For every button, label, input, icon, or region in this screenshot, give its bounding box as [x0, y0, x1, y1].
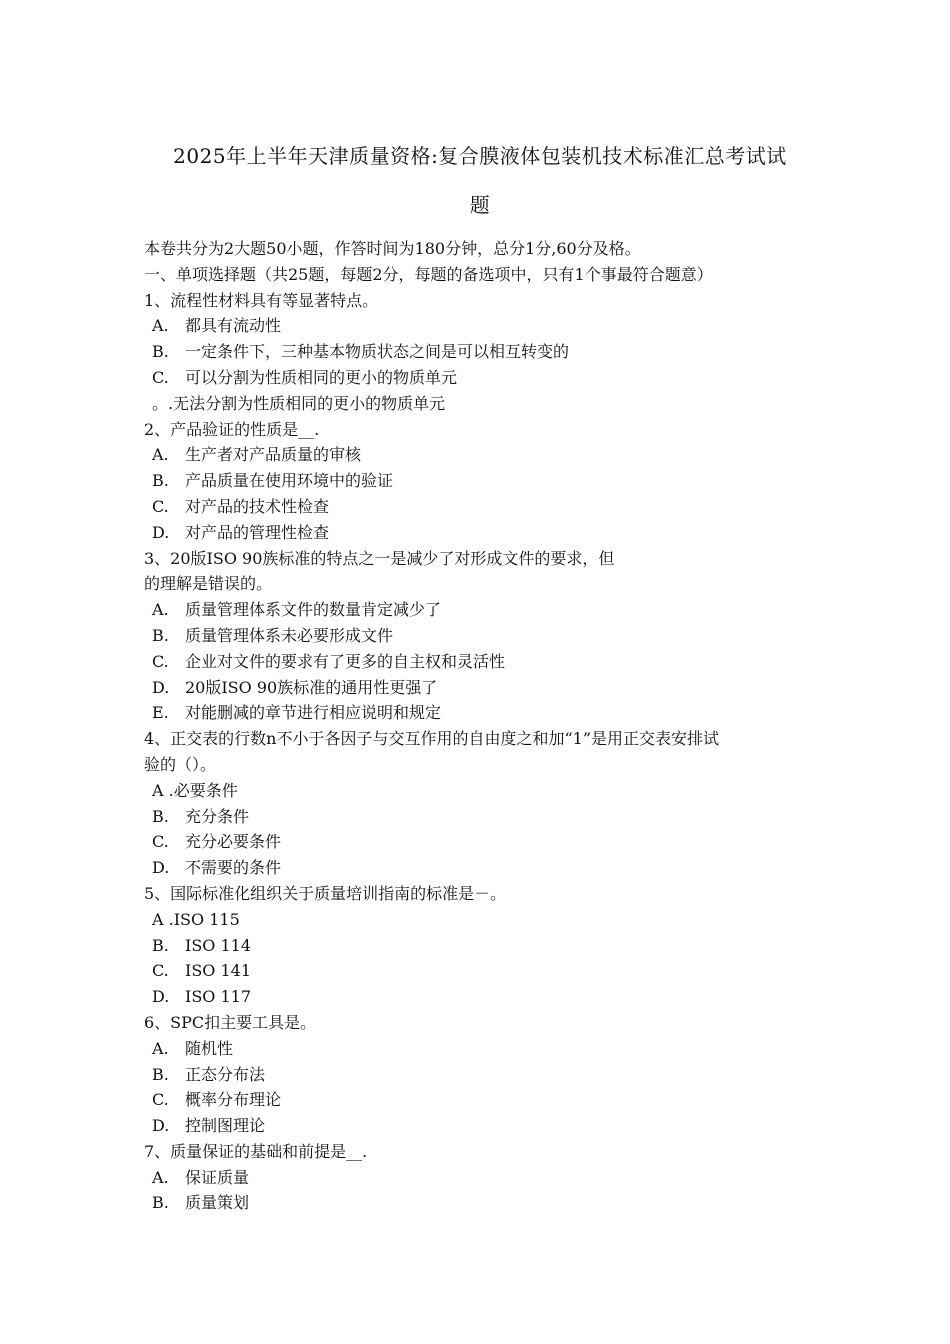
answer-option — [144, 855, 834, 881]
answer-option — [144, 829, 834, 855]
option-letter: C. — [152, 832, 169, 852]
option-letter: A. — [152, 316, 169, 336]
question-stem: 7、质量保证的基础和前提是__. — [144, 1141, 368, 1161]
answer-option — [144, 520, 834, 546]
option-text: 质量策划 — [185, 1193, 250, 1213]
answer-option — [144, 1165, 834, 1191]
option-letter: A. — [152, 1038, 169, 1058]
option-letter: C. — [152, 651, 169, 671]
option-letter: A. — [152, 1167, 169, 1187]
option-text: A .ISO 115 — [152, 909, 240, 929]
option-text: 对产品的技术性检查 — [185, 496, 330, 516]
answer-option — [144, 933, 834, 959]
question-stem: 6、SPC扣主要工具是。 — [144, 1012, 317, 1032]
answer-option — [144, 623, 834, 649]
option-letter: B. — [152, 935, 169, 955]
option-text: 充分条件 — [185, 806, 250, 826]
answer-option — [144, 1190, 834, 1216]
option-letter: B. — [152, 806, 169, 826]
section-heading: 一、单项选择题（共25题，每题2分，每题的备选项中，只有1个事最符合题意） — [144, 264, 713, 284]
option-text: 不需要的条件 — [185, 858, 282, 878]
option-letter: A. — [152, 600, 169, 620]
answer-option — [144, 494, 834, 520]
option-text: 企业对文件的要求有了更多的自主权和灵活性 — [185, 651, 506, 671]
option-text: ISO 141 — [185, 961, 252, 981]
option-letter: B. — [152, 1064, 169, 1084]
option-letter: B. — [152, 625, 169, 645]
option-text: A .必要条件 — [152, 780, 238, 800]
option-letter: A. — [152, 445, 169, 465]
option-text: 产品质量在使用环境中的验证 — [185, 471, 394, 491]
option-text: 都具有流动性 — [185, 316, 282, 336]
document-body — [144, 236, 834, 1216]
option-text: 。.无法分割为性质相同的更小的物质单元 — [152, 393, 446, 413]
option-letter: C. — [152, 496, 169, 516]
option-letter: E. — [152, 703, 169, 723]
document-title: 2025年上半年天津质量资格:复合膜液体包装机技术标准汇总考试试 — [173, 144, 787, 168]
answer-option — [144, 365, 834, 391]
option-letter: B. — [152, 471, 169, 491]
answer-option — [144, 804, 834, 830]
answer-option — [144, 700, 834, 726]
exam-intro: 本卷共分为2大题50小题，作答时间为180分钟，总分1分,60分及格。 — [144, 239, 641, 258]
option-letter: D. — [152, 522, 170, 542]
document-title-continued: 题 — [469, 193, 491, 217]
option-text: 生产者对产品质量的审核 — [185, 445, 362, 465]
answer-option — [144, 1036, 834, 1062]
option-letter: D. — [152, 1116, 170, 1136]
answer-option — [144, 339, 834, 365]
option-text: 质量管理体系文件的数量肯定减少了 — [185, 600, 442, 620]
answer-option — [144, 778, 834, 804]
option-text: 对能删减的章节进行相应说明和规定 — [185, 703, 442, 723]
answer-option — [144, 391, 834, 417]
option-text: 控制图理论 — [185, 1116, 266, 1136]
option-text: 正态分布法 — [185, 1064, 266, 1084]
answer-option — [144, 1087, 834, 1113]
option-text: ISO 117 — [185, 987, 252, 1007]
option-letter: C. — [152, 367, 169, 387]
answer-option — [144, 649, 834, 675]
option-text: 对产品的管理性检查 — [185, 522, 330, 542]
option-text: 20版ISO 90族标准的通用性更强了 — [185, 677, 438, 697]
question-stem: 5、国际标准化组织关于质量培训指南的标准是－。 — [144, 883, 507, 903]
answer-option — [144, 313, 834, 339]
option-text: 可以分割为性质相同的更小的物质单元 — [185, 367, 458, 387]
option-letter: B. — [152, 342, 169, 362]
option-text: ISO 114 — [185, 935, 252, 955]
question-stem: 3、20版ISO 90族标准的特点之一是减少了对形成文件的要求，但 — [144, 548, 615, 568]
option-letter: C. — [152, 961, 169, 981]
option-letter: D. — [152, 677, 170, 697]
option-text: 质量管理体系未必要形成文件 — [185, 625, 394, 645]
option-text: 概率分布理论 — [185, 1090, 282, 1110]
answer-option — [144, 468, 834, 494]
answer-option — [144, 675, 834, 701]
answer-option — [144, 907, 834, 933]
answer-option — [144, 958, 834, 984]
answer-option — [144, 597, 834, 623]
answer-option — [144, 1062, 834, 1088]
option-text: 充分必要条件 — [185, 832, 282, 852]
option-text: 保证质量 — [185, 1167, 250, 1187]
answer-option — [144, 442, 834, 468]
question-stem: 4、正交表的行数n不小于各因子与交互作用的自由度之和加“1”是用正交表安排试 — [144, 729, 720, 749]
question-stem: 1、流程性材料具有等显著特点。 — [144, 290, 379, 310]
question-stem: 的理解是错误的。 — [144, 574, 273, 594]
option-letter: D. — [152, 858, 170, 878]
option-text: 随机性 — [185, 1038, 234, 1058]
answer-option — [144, 1113, 834, 1139]
option-text: 一定条件下，三种基本物质状态之间是可以相互转变的 — [185, 342, 570, 362]
question-stem: 2、产品验证的性质是__. — [144, 419, 320, 439]
option-letter: D. — [152, 987, 170, 1007]
answer-option — [144, 984, 834, 1010]
option-letter: C. — [152, 1090, 169, 1110]
option-letter: B. — [152, 1193, 169, 1213]
question-stem: 验的（）。 — [144, 754, 217, 774]
